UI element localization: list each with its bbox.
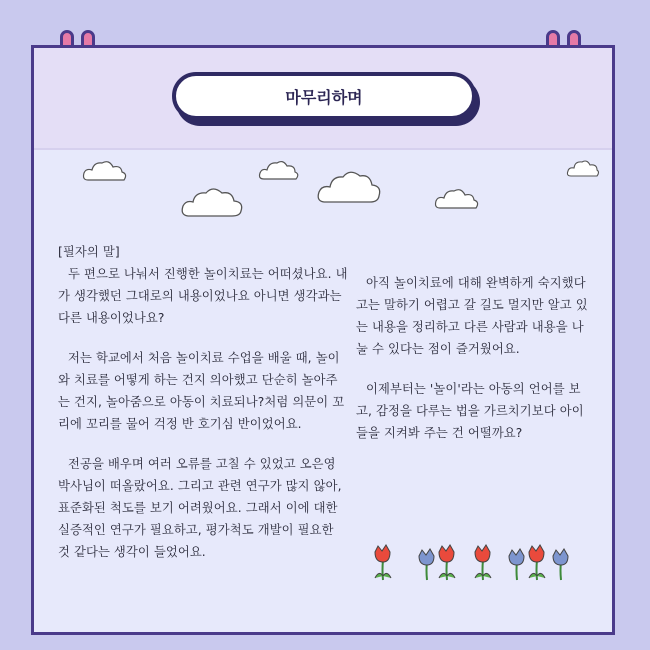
left-column — [58, 241, 348, 581]
right-paragraph-2: 이제부터는 '놀이'라는 아동의 언어를 보고, 감정을 다루는 법을 가르치기보다 아이들을 지켜봐 주는 건 어떨까요? — [356, 382, 584, 440]
left-paragraph-1: 두 편으로 나눠서 진행한 놀이치료는 어떠셨나요. 내가 생각했던 그대로의 내용이었나요 아니면 생각과는 다른 내용이었나요? — [58, 267, 348, 325]
cloud-icon — [316, 166, 384, 210]
cloud-icon — [180, 183, 246, 223]
tulip-flowers-icon — [365, 540, 585, 590]
author-note-label: [필자의 말] — [58, 245, 120, 259]
right-column — [356, 272, 591, 462]
cloud-icon — [566, 157, 600, 181]
cloud-icon — [82, 156, 128, 186]
cloud-icon — [258, 157, 300, 185]
left-paragraph-2: 저는 학교에서 처음 놀이치료 수업을 배울 때, 놀이와 치료를 어떻게 하는 건지 의아했고 단순히 놀아주는 건지, 놀아줌으로 아동이 치료되나?처럼 의문이 꼬리에 꼬리를 물어 걱정 반 호기심 반이었어요. — [58, 351, 345, 431]
page-title: 마무리하며 — [172, 72, 476, 120]
left-paragraph-3: 전공을 배우며 여러 오류를 고칠 수 있었고 오은영 박사님이 떠올랐어요. 그리고 관련 연구가 많지 않아, 표준화된 척도를 보기 어려웠어요. 그래서 이에 대한 실증적인 연구가 필요하고, 평가척도 개발이 필요한 것 같다는 생각이 들었어요. — [58, 457, 342, 559]
cloud-icon — [434, 184, 480, 214]
right-paragraph-1: 아직 놀이치료에 대해 완벽하게 숙지했다고는 말하기 어렵고 갈 길도 멀지만 알고 있는 내용을 정리하고 다른 사람과 내용을 나눌 수 있다는 점이 즐거웠어요. — [356, 276, 588, 356]
